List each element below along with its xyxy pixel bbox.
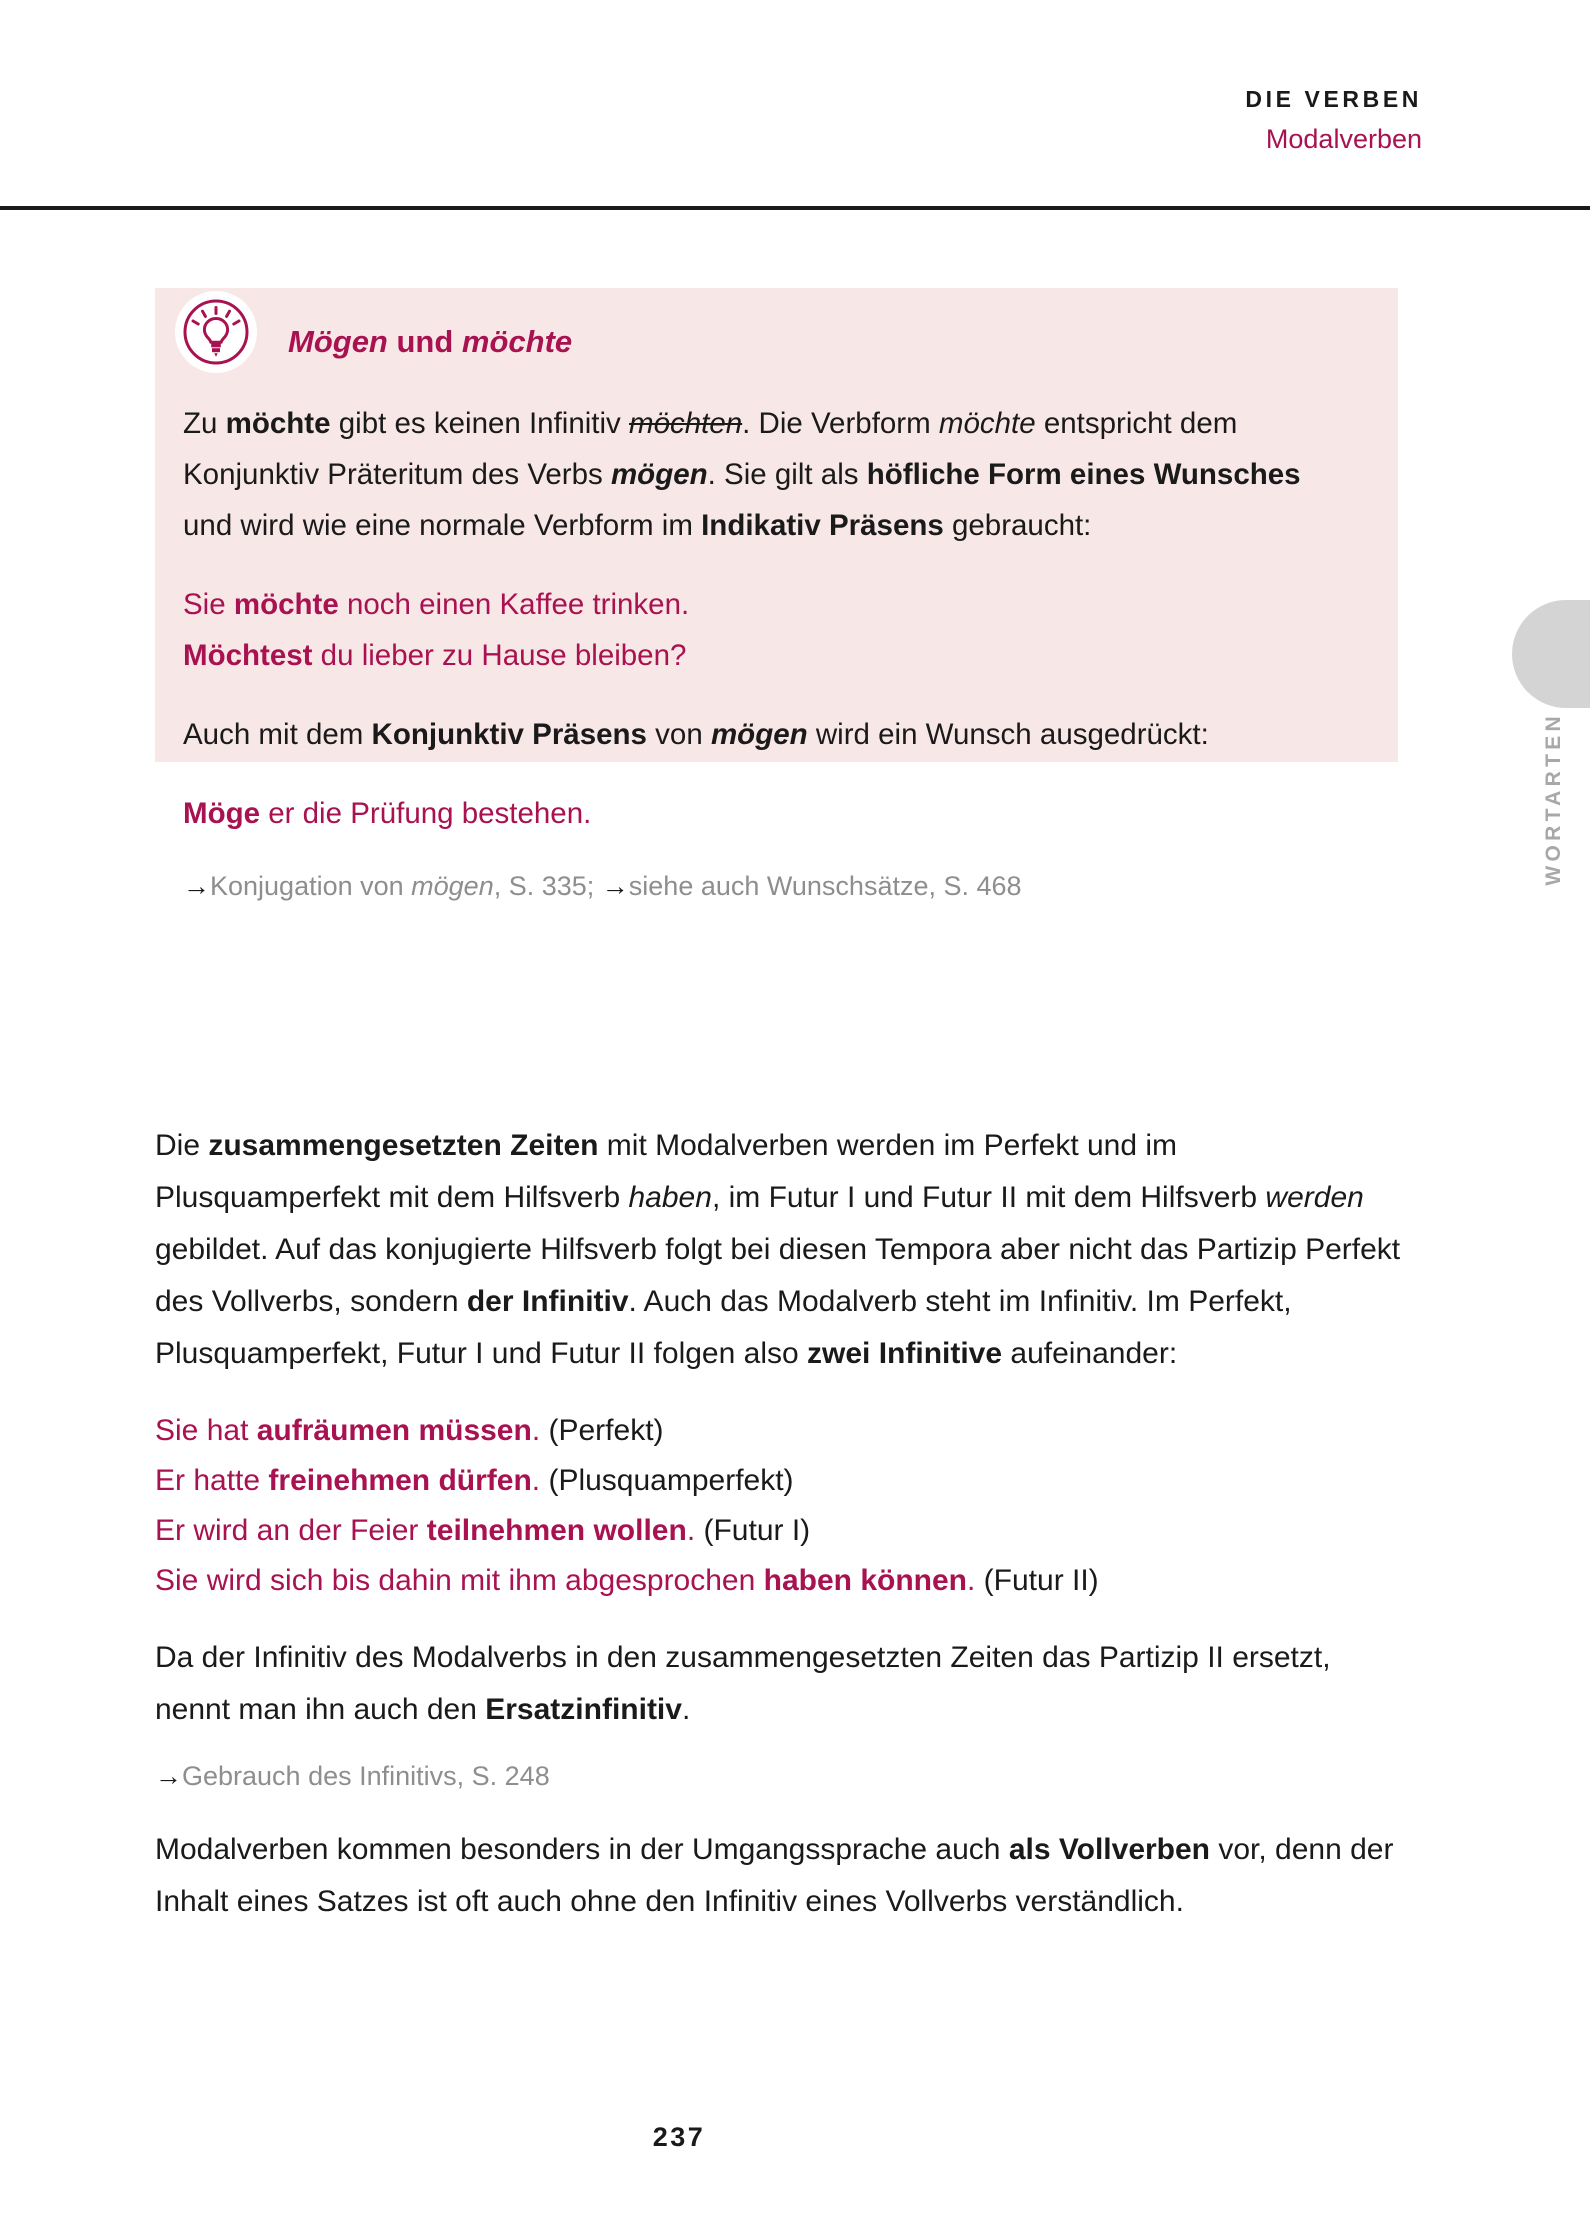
info-box-title-conjunction: und [387,324,462,359]
info-box-body [183,398,1353,908]
spacer [155,1798,1405,1824]
running-head [1245,86,1422,155]
text-run: er die Prüfung bestehen. [260,797,592,830]
info-example-3 [183,788,1353,839]
main-paragraph-3 [155,1824,1405,1928]
text-run: Die [155,1129,209,1162]
bold-run: möchte [225,407,331,440]
tense-label: (Futur II) [983,1564,1099,1597]
bold-run: möchte [233,588,339,621]
text-run: Auch mit dem [183,718,372,751]
text-run: , im Futur I und Futur II mit dem Hilfsverb [711,1181,1266,1214]
text-run: Er hatte [155,1464,269,1497]
text-run: Sie hat [155,1414,257,1447]
tense-label: (Perfekt) [548,1414,664,1447]
bold-run: zusammengesetzten Zeiten [208,1129,599,1162]
text-run: gebildet. Auf das konjugierte Hilfsverb folgt bei diesen Tempora aber nicht das Partizip Perfekt des Vollverbs, sondern [155,1233,1401,1318]
bold-italic-run: mögen [610,458,708,491]
text-run: von [646,718,711,751]
bold-run: Möchtest [183,639,313,672]
bold-run: als Vollverben [1008,1833,1211,1866]
text-run: du lieber zu Hause bleiben? [312,639,687,672]
text-run: . Auch das Modalverb steht im Infinitiv. Im Perfekt, Plusquamperfekt, Futur I und Futur II folgen also [155,1285,1292,1370]
bold-run: aufräumen müssen [256,1414,532,1447]
tense-label: (Futur I) [703,1514,811,1547]
info-example-1 [183,579,1353,630]
bold-run: freinehmen dürfen [268,1464,532,1497]
spacer [183,681,1353,709]
text-run: . [681,1693,691,1726]
bold-run: der Infinitiv [466,1285,629,1318]
info-box-title-part1: Mögen [288,324,388,359]
text-run: . [531,1464,549,1497]
text-run: , S. 335; [493,871,602,901]
text-run: vor, denn der Inhalt eines Satzes ist oft auch ohne den Infinitiv eines Vollverbs verständlich. [155,1833,1394,1918]
main-example-plusquamperfekt [155,1456,1405,1506]
info-box-cross-reference[interactable] [183,864,1353,908]
main-examples-block [155,1406,1405,1606]
bold-run: Möge [183,797,261,830]
text-run: . [531,1414,549,1447]
running-head-section: Modalverben [1265,123,1422,154]
text-run: . [686,1514,704,1547]
bold-run: Indikativ Präsens [701,509,944,542]
info-paragraph-1 [183,398,1353,551]
main-example-perfekt [155,1406,1405,1456]
side-tab-shape [1512,600,1590,708]
text-run: aufeinander: [1002,1337,1178,1370]
text-run: . Sie gilt als [707,458,867,491]
spacer [155,1606,1405,1632]
main-cross-reference[interactable] [155,1754,1405,1798]
text-run: entspricht dem Konjunktiv Präteritum des Verbs [183,407,1238,491]
header-divider-rule [0,206,1590,210]
text-run: noch einen Kaffee trinken. [338,588,690,621]
bold-run: teilnehmen wollen [426,1514,687,1547]
main-example-futur-ii [155,1556,1405,1606]
text-run: Gebrauch des Infinitivs, S. 248 [182,1761,550,1791]
text-run: siehe auch Wunschsätze, S. 468 [628,871,1022,901]
bold-run: höfliche Form eines Wunsches [866,458,1301,491]
spacer [155,1380,1405,1406]
lightbulb-icon [175,291,257,373]
text-run: und wird wie eine normale Verbform im [183,509,702,542]
running-head-chapter: DIE VERBEN [1245,86,1422,112]
info-box-title [288,324,572,360]
text-run: Modalverben kommen besonders in der Umgangssprache auch [155,1833,1009,1866]
bold-run: haben können [763,1564,967,1597]
spacer [183,551,1353,579]
text-run: . [967,1564,984,1597]
main-paragraph-2 [155,1632,1405,1736]
bold-run: Ersatzinfinitiv [485,1693,682,1726]
text-run: Konjugation von [210,871,412,901]
arrow-right-icon: → [183,871,210,901]
struck-out-word: möchten [629,407,743,440]
text-run: Sie [183,588,234,621]
info-paragraph-2 [183,709,1353,760]
text-run: mit Modalverben werden im Perfekt und im Plusquamperfekt mit dem Hilfsverb [155,1129,1178,1214]
bold-italic-run: mögen [710,718,808,751]
bold-run: Konjunktiv Präsens [371,718,647,751]
italic-run: mögen [411,871,494,901]
text-run: gibt es keinen Infinitiv [330,407,629,440]
page-number: 237 [652,2122,706,2152]
italic-run: haben [628,1181,712,1214]
side-tab-label: WORTARTEN [1542,712,1565,886]
text-run: Sie wird sich bis dahin mit ihm abgesprochen [155,1564,764,1597]
main-content [155,1120,1405,1928]
text-run: Da der Infinitiv des Modalverbs in den zusammengesetzten Zeiten das Partizip II ersetzt, nennt man ihn auch den [155,1641,1331,1726]
text-run: wird ein Wunsch ausgedrückt: [807,718,1209,751]
spacer [183,839,1353,864]
spacer [183,760,1353,788]
side-tab [1480,600,1590,940]
spacer [155,1736,1405,1754]
tense-label: (Plusquamperfekt) [548,1464,794,1497]
main-paragraph-1 [155,1120,1405,1380]
italic-run: möchte [938,407,1036,440]
italic-run: werden [1265,1181,1364,1214]
info-example-2 [183,630,1353,681]
info-box-title-part2: möchte [461,324,573,359]
arrow-right-icon: → [155,1761,182,1791]
text-run: gebraucht: [943,509,1092,542]
text-run: . Die Verbform [742,407,939,440]
arrow-right-icon-2: → [601,871,629,901]
main-example-futur-i [155,1506,1405,1556]
text-run: Er wird an der Feier [155,1514,427,1547]
bold-run: zwei Infinitive [807,1337,1003,1370]
text-run: Zu [183,407,226,440]
